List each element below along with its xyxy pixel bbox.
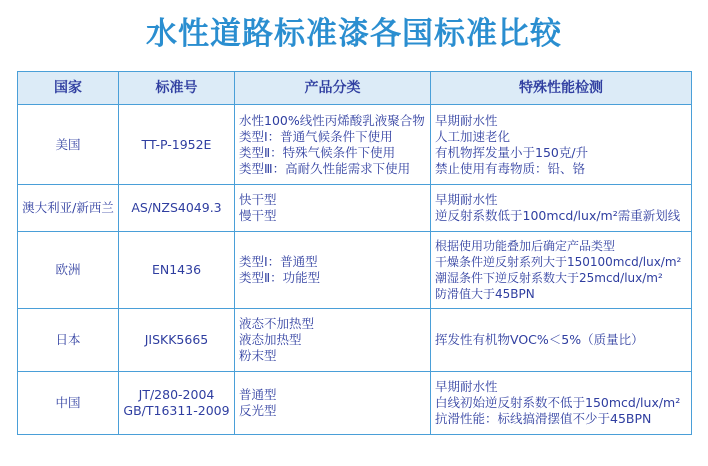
test-line: 逆反射系数低于100mcd/lux/m²需重新划线 <box>435 208 681 224</box>
category-line: 类型Ⅲ：高耐久性能需求下使用 <box>239 160 411 176</box>
tests-cell <box>431 232 692 308</box>
country-cell: 中国 <box>18 371 119 434</box>
header-category: 产品分类 <box>235 72 431 105</box>
standard-line: EN1436 <box>151 261 202 277</box>
standard-cell <box>119 371 235 434</box>
standards-table <box>17 71 692 435</box>
country-cell: 日本 <box>18 308 119 371</box>
category-cell <box>235 371 431 434</box>
category-cell <box>235 105 431 185</box>
standard-line: AS/NZS4049.3 <box>131 200 222 216</box>
country-cell: 澳大利亚/新西兰 <box>18 185 119 232</box>
category-line: 水性100%线性丙烯酸乳液聚合物 <box>239 112 425 128</box>
standard-line: JT/280-2004 <box>138 386 215 402</box>
test-line: 抗滑性能：标线搞滑摆值不少于45BPN <box>435 410 652 426</box>
test-line: 潮湿条件下逆反射系数大于25mcd/lux/m² <box>435 270 663 285</box>
standard-cell <box>119 105 235 185</box>
category-line: 快干型 <box>239 192 277 208</box>
test-line: 防滑值大于45BPN <box>435 286 535 301</box>
category-line: 普通型 <box>239 386 277 402</box>
tests-cell <box>431 308 692 371</box>
country-cell: 欧洲 <box>18 232 119 308</box>
category-line: 液态不加热型 <box>239 315 315 331</box>
standard-line: GB/T16311-2009 <box>123 402 230 418</box>
page-title: 水性道路标准漆各国标准比较 <box>146 16 562 52</box>
category-line: 液态加热型 <box>239 331 302 347</box>
test-line: 白线初始逆反射系数不低于150mcd/lux/m² <box>435 394 681 410</box>
test-line: 人工加速老化 <box>435 128 511 144</box>
table-row <box>18 308 692 371</box>
category-line: 类型Ⅰ：普通型 <box>239 253 318 269</box>
category-line: 类型Ⅱ：功能型 <box>239 269 321 285</box>
tests-cell <box>431 371 692 434</box>
category-line: 慢干型 <box>239 208 277 224</box>
table-row <box>18 105 692 185</box>
category-cell <box>235 232 431 308</box>
test-line: 早期耐水性 <box>435 112 498 128</box>
test-line: 根据使用功能叠加后确定产品类型 <box>435 238 616 253</box>
test-line: 禁止使用有毒物质：铅、铬 <box>435 160 586 176</box>
standard-cell <box>119 308 235 371</box>
standard-cell <box>119 185 235 232</box>
tests-cell <box>431 185 692 232</box>
table-header-row <box>18 72 692 105</box>
table-row <box>18 185 692 232</box>
standard-line: JISKK5665 <box>144 331 209 347</box>
header-standard: 标准号 <box>119 72 235 105</box>
standard-cell <box>119 232 235 308</box>
table-row <box>18 371 692 434</box>
test-line: 早期耐水性 <box>435 378 498 394</box>
category-line: 粉末型 <box>239 347 277 363</box>
tests-cell <box>431 105 692 185</box>
test-line: 早期耐水性 <box>435 192 498 208</box>
test-line: 有机物挥发量小于150克/升 <box>435 144 589 160</box>
test-line: 挥发性有机物VOC%＜5%（质量比） <box>435 331 644 347</box>
category-line: 类型Ⅱ：特殊气候条件下使用 <box>239 144 396 160</box>
header-tests: 特殊性能检测 <box>431 72 692 105</box>
category-cell <box>235 185 431 232</box>
header-country: 国家 <box>18 72 119 105</box>
test-line: 干燥条件逆反射系列大于150100mcd/lux/m² <box>435 254 682 269</box>
standard-line: TT-P-1952E <box>141 136 212 152</box>
category-line: 类型Ⅰ：普通气候条件下使用 <box>239 128 393 144</box>
table-row <box>18 232 692 308</box>
category-line: 反光型 <box>239 402 277 418</box>
category-cell <box>235 308 431 371</box>
country-cell: 美国 <box>18 105 119 185</box>
